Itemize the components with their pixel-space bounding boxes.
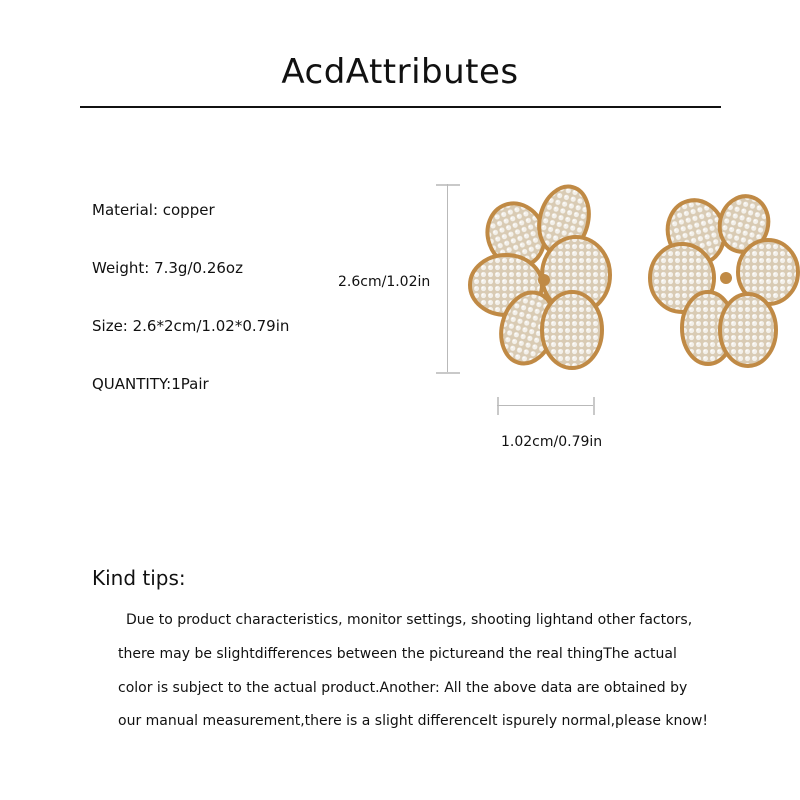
attribute-material: Material: copper: [92, 201, 215, 219]
tip-line: Due to product characteristics, monitor settings, shooting lightand other factors,: [126, 612, 693, 628]
tips-heading: Kind tips:: [92, 566, 186, 590]
height-dimension-marker: [446, 184, 449, 374]
width-dimension-label: 1.02cm/0.79in: [501, 434, 603, 450]
height-dimension-label: 2.6cm/1.02in: [338, 274, 431, 290]
attribute-quantity: QUANTITY:1Pair: [92, 375, 209, 393]
page-title: AcdAttributes: [281, 52, 519, 92]
tip-line: color is subject to the actual product.Another: All the above data are obtained by: [118, 680, 688, 696]
tip-line: there may be slightdifferences between the pictureand the real thingThe actual: [118, 646, 677, 662]
earring-right-image: [646, 180, 800, 380]
title-divider: [80, 106, 721, 108]
width-dimension-marker: [497, 397, 595, 415]
earring-left-image: [466, 180, 626, 380]
attribute-weight: Weight: 7.3g/0.26oz: [92, 259, 243, 277]
tip-line: our manual measurement,there is a slight differenceIt ispurely normal,please know!: [118, 713, 708, 729]
attribute-size: Size: 2.6*2cm/1.02*0.79in: [92, 317, 290, 335]
